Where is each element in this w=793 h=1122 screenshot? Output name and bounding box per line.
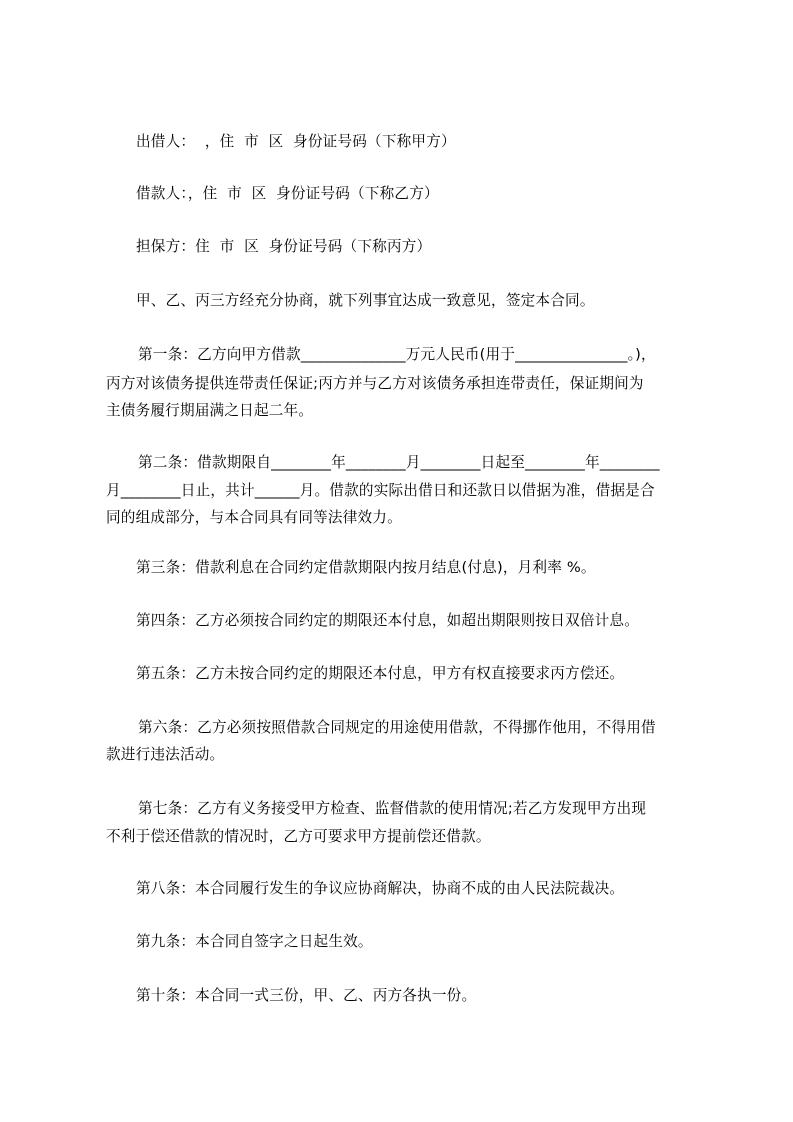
article-2-line-2: 月________日止，共计______月。借款的实际出借日和还款日以借据为准，借据是合 bbox=[106, 482, 655, 499]
article-7-line-1: 第七条：乙方有义务接受甲方检查、监督借款的使用情况;若乙方发现甲方出现 bbox=[138, 800, 647, 817]
article-2-line-1: 第二条：借款期限自________年________月________日起至________年________ bbox=[138, 454, 660, 471]
article-7-line-2: 不利于偿还借款的情况时，乙方可要求甲方提前偿还借款。 bbox=[106, 828, 491, 845]
lender-line: 出借人： ，住 市 区 身份证号码（下称甲方） bbox=[136, 133, 456, 150]
article-2-line-3: 同的组成部分，与本合同具有同等法律效力。 bbox=[106, 509, 402, 526]
article-1-line-3: 主债务履行期届满之日起二年。 bbox=[106, 402, 314, 419]
borrower-line: 借款人：，住 市 区 身份证号码（下称乙方） bbox=[136, 185, 439, 202]
article-1-line-1: 第一条：乙方向甲方借款______________万元人民币(用于_______________。)， bbox=[138, 346, 656, 363]
article-9: 第九条：本合同自签字之日起生效。 bbox=[136, 933, 373, 950]
article-10: 第十条：本合同一式三份，甲、乙、丙方各执一份。 bbox=[136, 987, 477, 1004]
preamble: 甲、乙、丙三方经充分协商，就下列事宜达成一致意见，签定本合同。 bbox=[136, 292, 595, 309]
article-6-line-1: 第六条：乙方必须按照借款合同规定的用途使用借款，不得挪作他用，不得用借 bbox=[138, 719, 656, 736]
article-6-line-2: 款进行违法活动。 bbox=[106, 746, 225, 763]
article-8: 第八条：本合同履行发生的争议应协商解决，协商不成的由人民法院裁决。 bbox=[136, 880, 625, 897]
article-5: 第五条：乙方未按合同约定的期限还本付息，甲方有权直接要求丙方偿还。 bbox=[136, 665, 625, 682]
guarantor-line: 担保方：住 市 区 身份证号码（下称丙方） bbox=[136, 238, 432, 255]
article-4: 第四条：乙方必须按合同约定的期限还本付息，如超出期限则按日双倍计息。 bbox=[136, 612, 639, 629]
article-1-line-2: 丙方对该债务提供连带责任保证;丙方并与乙方对该债务承担连带责任，保证期间为 bbox=[106, 375, 644, 392]
article-3: 第三条：借款利息在合同约定借款期限内按月结息(付息)，月利率 %。 bbox=[136, 559, 596, 576]
